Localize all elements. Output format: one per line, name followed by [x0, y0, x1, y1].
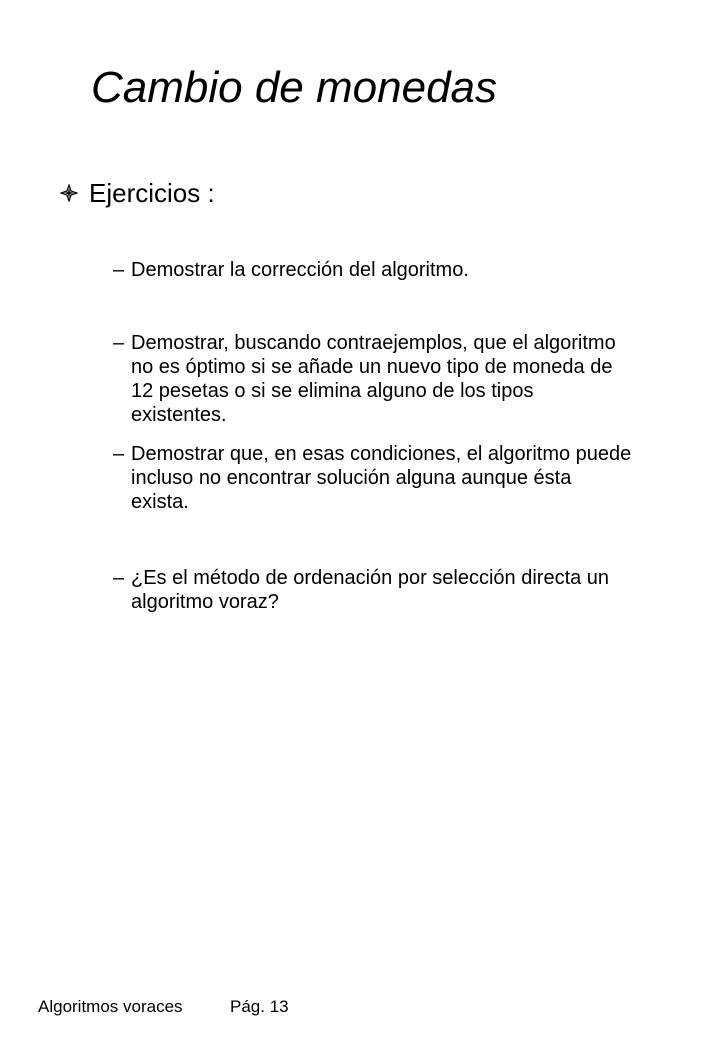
- list-item-text: Demostrar, buscando contraejemplos, que el algoritmo no es óptimo si se añade un nuevo tipo de moneda de 12 pesetas o si se elimina alguno de los tipos existentes.: [131, 332, 616, 426]
- footer-course: Algoritmos voraces: [38, 997, 183, 1016]
- list-item-dash: –: [113, 259, 125, 281]
- footer-page-number: Pág. 13: [230, 997, 289, 1016]
- list-item-text: Demostrar que, en esas condiciones, el algoritmo puede incluso no encontrar solución alguna aunque ésta exista.: [131, 443, 632, 513]
- list-item: [113, 566, 633, 614]
- list-item: [113, 442, 633, 514]
- diamond-star-bullet-icon: [60, 184, 78, 202]
- section-heading: Ejercicios :: [89, 178, 215, 208]
- page-title: Cambio de monedas: [91, 63, 498, 112]
- section-header: [60, 177, 215, 209]
- list-item-text: Demostrar la corrección del algoritmo.: [131, 259, 469, 281]
- list-item-text: ¿Es el método de ordenación por selección directa un algoritmo voraz?: [131, 567, 610, 613]
- list-item-dash: –: [113, 332, 125, 354]
- list-item-dash: –: [113, 567, 125, 589]
- list-item-dash: –: [113, 443, 125, 465]
- list-item: [113, 258, 633, 282]
- list-item: [113, 331, 633, 427]
